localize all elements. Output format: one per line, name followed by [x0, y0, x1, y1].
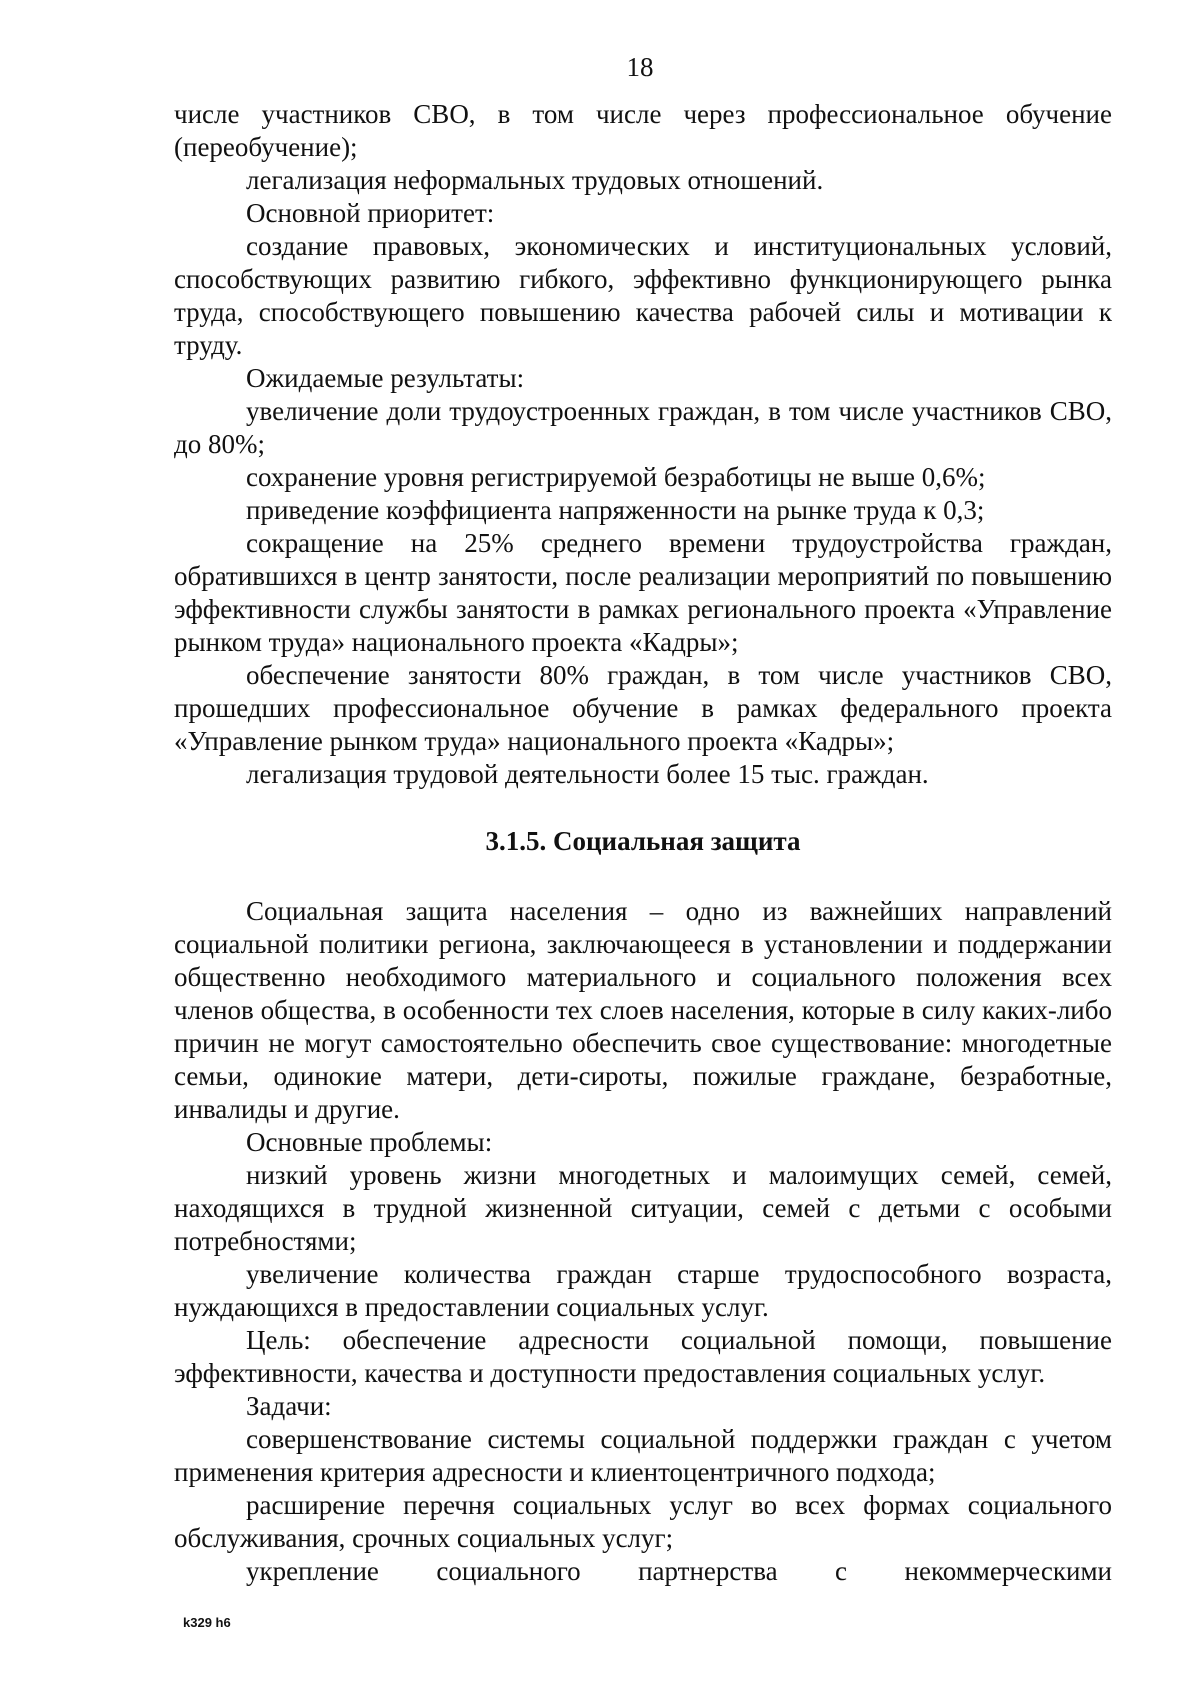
page-number: 18 — [626, 52, 654, 82]
paragraph: сокращение на 25% среднего времени трудоустройства граждан, обратившихся в центр занятости, после реализации мероприятий по повышению эффективности службы занятости в рамках регионального проекта «Управление рынком труда» национального проекта «Кадры»; — [174, 528, 1112, 657]
paragraph: Задачи: — [246, 1391, 332, 1421]
text-block-after — [174, 895, 1112, 1588]
paragraph: расширение перечня социальных услуг во всех формах социального обслуживания, срочных социальных услуг; — [174, 1490, 1112, 1553]
paragraph: числе участников СВО, в том числе через профессиональное обучение (переобучение); — [174, 99, 1112, 162]
paragraph: легализация неформальных трудовых отношений. — [246, 165, 824, 195]
section-heading: 3.1.5. Социальная защита — [485, 826, 801, 856]
paragraph: сохранение уровня регистрируемой безработицы не выше 0,6%; — [246, 462, 986, 492]
paragraph: легализация трудовой деятельности более 15 тыс. граждан. — [246, 759, 929, 789]
paragraph: создание правовых, экономических и институциональных условий, способствующих развитию гибкого, эффективно функционирующего рынка труда, способствующего повышению качества рабочей силы и мотивации к труду. — [174, 231, 1112, 360]
paragraph: обеспечение занятости 80% граждан, в том числе участников СВО, прошедших профессиональное обучение в рамках федерального проекта «Управление рынком труда» национального проекта «Кадры»; — [174, 660, 1112, 756]
paragraph: Ожидаемые результаты: — [246, 363, 525, 393]
paragraph: приведение коэффициента напряженности на рынке труда к 0,3; — [246, 495, 985, 525]
paragraph: Основной приоритет: — [246, 198, 495, 228]
text-block-before — [174, 98, 1112, 791]
paragraph: совершенствование системы социальной поддержки граждан с учетом применения критерия адресности и клиентоцентричного подхода; — [174, 1424, 1112, 1487]
document-body — [174, 98, 1112, 1588]
paragraph: Основные проблемы: — [246, 1127, 493, 1157]
paragraph: Социальная защита населения – одно из важнейших направлений социальной политики региона, заключающееся в установлении и поддержании общественно необходимого материального и социального положения всех членов общества, в особенности тех слоев населения, которые в силу каких-либо причин не могут самостоятельно обеспечить свое существование: многодетные семьи, одинокие матери, дети-сироты, пожилые граждане, безработные, инвалиды и другие. — [174, 896, 1112, 1124]
paragraph: низкий уровень жизни многодетных и малоимущих семей, семей, находящихся в трудной жизненной ситуации, семей с детьми с особыми потребностями; — [174, 1160, 1112, 1256]
paragraph: увеличение доли трудоустроенных граждан, в том числе участников СВО, до 80%; — [174, 396, 1112, 459]
paragraph: увеличение количества граждан старше трудоспособного возраста, нуждающихся в предоставлении социальных услуг. — [174, 1259, 1112, 1322]
footer-code: k329 h6 — [183, 1615, 231, 1630]
paragraph: Цель: обеспечение адресности социальной помощи, повышение эффективности, качества и доступности предоставления социальных услуг. — [174, 1325, 1112, 1388]
paragraph: укрепление социального партнерства с некоммерческими — [246, 1556, 1112, 1586]
